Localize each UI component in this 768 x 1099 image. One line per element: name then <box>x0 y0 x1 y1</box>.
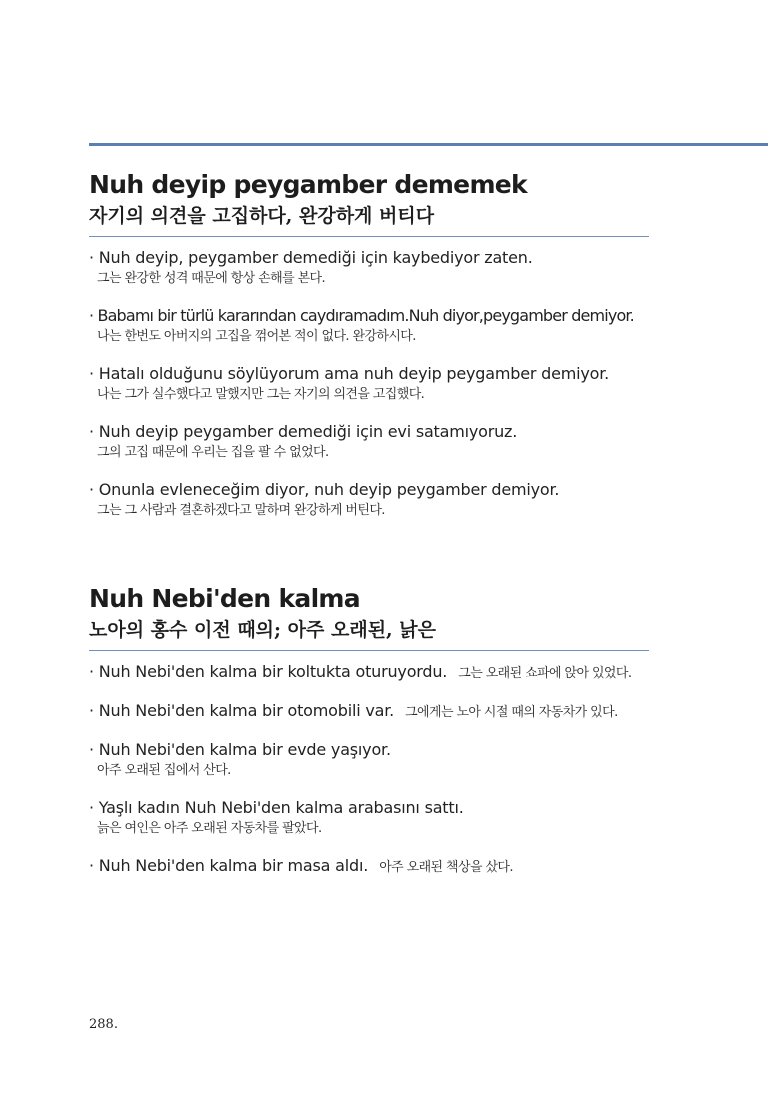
example-korean: 그의 고집 때문에 우리는 집을 팔 수 없었다. <box>97 445 329 460</box>
example-turkish: · Yaşlı kadın Nuh Nebi'den kalma arabasını sattı. <box>89 798 464 817</box>
example-turkish: · Hatalı olduğunu söylüyorum ama nuh deyip peygamber demiyor. <box>89 364 609 383</box>
example-korean: 그는 그 사람과 결혼하겠다고 말하며 완강하게 버틴다. <box>97 503 385 518</box>
example-turkish: · Nuh Nebi'den kalma bir evde yaşıyor. <box>89 740 391 759</box>
example-korean: 늙은 여인은 아주 오래된 자동차를 팔았다. <box>97 821 322 836</box>
example-korean: 나는 한번도 아버지의 고집을 꺾어본 적이 없다. 완강하시다. <box>97 329 416 344</box>
idiom-section-1 <box>89 168 649 537</box>
example-item <box>89 363 649 404</box>
example-item <box>89 797 649 838</box>
example-korean: 나는 그가 실수했다고 말했지만 그는 자기의 의견을 고집했다. <box>97 387 425 402</box>
example-turkish: · Babamı bir türlü kararından caydıramadım.Nuh diyor,peygamber demiyor. <box>89 306 634 325</box>
example-korean: 그는 오래된 쇼파에 앉아 있었다. <box>458 666 632 681</box>
example-korean: 아주 오래된 집에서 산다. <box>97 763 231 778</box>
example-list <box>89 247 649 520</box>
idiom-meaning: 노아의 홍수 이전 때의; 아주 오래된, 낡은 <box>89 619 436 641</box>
example-turkish: · Nuh Nebi'den kalma bir masa aldı. <box>89 856 369 875</box>
idiom-section-2 <box>89 582 649 894</box>
example-turkish: · Nuh Nebi'den kalma bir otomobili var. <box>89 701 394 720</box>
example-turkish: · Onunla evleneceğim diyor, nuh deyip peygamber demiyor. <box>89 480 560 499</box>
section-divider <box>89 236 649 237</box>
example-item <box>89 305 649 346</box>
idiom-title: Nuh deyip peygamber dememek <box>89 170 527 199</box>
example-item <box>89 700 649 722</box>
example-item <box>89 479 649 520</box>
example-item <box>89 421 649 462</box>
example-item <box>89 855 649 877</box>
top-rule <box>89 143 768 146</box>
idiom-title: Nuh Nebi'den kalma <box>89 584 360 613</box>
example-korean: 아주 오래된 책상을 샀다. <box>379 860 513 875</box>
example-turkish: · Nuh deyip, peygamber demediği için kaybediyor zaten. <box>89 248 533 267</box>
example-item <box>89 661 649 683</box>
example-turkish: · Nuh Nebi'den kalma bir koltukta oturuyordu. <box>89 662 448 681</box>
page-number: 288. <box>89 1017 118 1032</box>
example-korean: 그에게는 노아 시절 때의 자동차가 있다. <box>405 705 618 720</box>
example-item <box>89 247 649 288</box>
section-divider <box>89 650 649 651</box>
example-list <box>89 661 649 877</box>
idiom-meaning: 자기의 의견을 고집하다, 완강하게 버티다 <box>89 205 435 227</box>
example-item <box>89 739 649 780</box>
example-korean: 그는 완강한 성격 때문에 항상 손해를 본다. <box>97 271 326 286</box>
example-turkish: · Nuh deyip peygamber demediği için evi satamıyoruz. <box>89 422 518 441</box>
